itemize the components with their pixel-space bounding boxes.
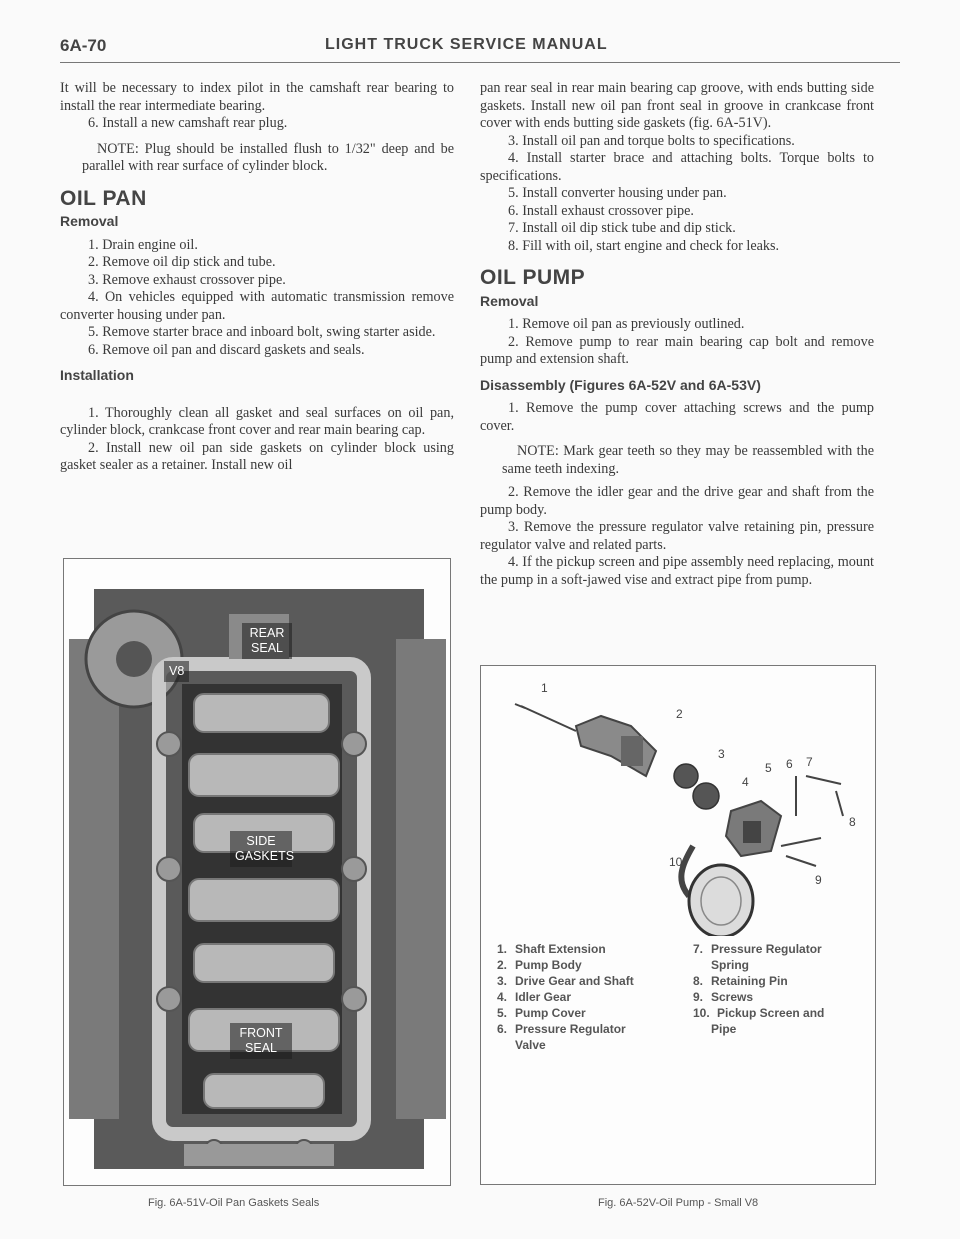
removal-step: 6. Remove oil pan and discard gaskets and seals. (88, 341, 365, 358)
callout-4: 4 (742, 775, 749, 789)
figure-51v-caption: Fig. 6A-51V-Oil Pan Gaskets Seals (148, 1197, 320, 1209)
gear-note: NOTE: Mark gear teeth so they may be reassembled with the same teeth indexing. (502, 443, 874, 477)
callout-10: 10 (669, 855, 683, 869)
figure-52v-caption: Fig. 6A-52V-Oil Pump - Small V8 (598, 1197, 759, 1209)
legend-item: 10. Pickup Screen and (693, 1006, 825, 1020)
pump-removal-step: 1. Remove oil pan as previously outlined. (508, 316, 745, 332)
left-column (60, 80, 454, 475)
install-step: 3. Install oil pan and torque bolts to specifications. (508, 132, 795, 149)
continuation-paragraph: pan rear seal in rear main bearing cap groove, with ends butting side gaskets. Install new oil pan front seal in groove in crankcase front cover with ends butting side gaskets (fig. 6A-51V). (480, 80, 874, 131)
intro-paragraph: It will be necessary to index pilot in the camshaft rear bearing to install the rear intermediate bearing. (60, 80, 454, 114)
side-gaskets-label: SIDE GASKETS (230, 831, 292, 867)
callout-5: 5 (765, 761, 772, 775)
oil-pan-heading: OIL PAN (60, 186, 147, 210)
install-step: 6. Install exhaust crossover pipe. (508, 202, 694, 219)
legend-item-continuation: Pipe (711, 1022, 737, 1036)
legend-item-continuation: Valve (515, 1038, 546, 1052)
callout-8: 8 (849, 815, 856, 829)
callout-1: 1 (541, 681, 548, 695)
pump-removal-heading: Removal (480, 292, 539, 309)
page-title: LIGHT TRUCK SERVICE MANUAL (325, 36, 608, 53)
removal-step: 2. Remove oil dip stick and tube. (88, 254, 276, 270)
callout-6: 6 (786, 757, 793, 771)
v8-label: V8 (164, 661, 189, 682)
legend-item-continuation: Spring (711, 958, 749, 972)
legend-item: 7. Pressure Regulator (693, 942, 822, 956)
page-number: 6A-70 (60, 36, 107, 55)
removal-step: 3. Remove exhaust crossover pipe. (88, 271, 286, 288)
legend-item: 9. Screws (693, 990, 754, 1004)
legend-item: 3. Drive Gear and Shaft (497, 974, 634, 988)
install-step: 4. Install starter brace and attaching bolts. Torque bolts to specifications. (480, 150, 874, 184)
removal-heading: Removal (60, 213, 119, 229)
removal-step: 1. Drain engine oil. (88, 236, 198, 253)
install-step: 8. Fill with oil, start engine and check for leaks. (508, 237, 780, 254)
callout-2: 2 (676, 707, 683, 721)
installation-step: 2. Install new oil pan side gaskets on cylinder block using gasket sealer as a retainer. Install new oil (60, 439, 454, 473)
legend-item: 8. Retaining Pin (693, 974, 788, 988)
callout-7: 7 (806, 755, 813, 769)
installation-step: 1. Thoroughly clean all gasket and seal surfaces on oil pan, cylinder block, crankcase front cover and rear main bearing cap. (60, 404, 454, 438)
removal-step: 4. On vehicles equipped with automatic transmission remove converter housing under pan. (60, 289, 454, 323)
plug-note: NOTE: Plug should be installed flush to 1/32" deep and be parallel with rear surface of cylinder block. (82, 140, 454, 174)
pump-parts-legend-left (497, 941, 634, 1053)
removal-step: 5. Remove starter brace and inboard bolt, swing starter aside. (88, 324, 436, 340)
oil-pan-gaskets-figure (63, 558, 451, 1186)
legend-item: 5. Pump Cover (497, 1006, 586, 1020)
rear-seal-label: REAR SEAL (242, 623, 292, 659)
pump-parts-legend-right (693, 941, 824, 1037)
legend-item: 2. Pump Body (497, 958, 582, 972)
legend-item: 1. Shaft Extension (497, 942, 606, 956)
disassembly-heading: Disassembly (Figures 6A-52V and 6A-53V) (480, 376, 761, 393)
pump-removal-step: 2. Remove pump to rear main bearing cap bolt and remove pump and extension shaft. (480, 333, 874, 367)
disassembly-step: 4. If the pickup screen and pipe assembly need replacing, mount the pump in a soft-jawed vise and extract pipe from pump. (480, 554, 874, 588)
install-step: 5. Install converter housing under pan. (508, 185, 727, 201)
legend-item: 4. Idler Gear (497, 990, 572, 1004)
oil-pump-heading: OIL PUMP (480, 266, 586, 289)
installation-heading: Installation (60, 367, 134, 383)
callout-9: 9 (815, 873, 822, 887)
install-step: 7. Install oil dip stick tube and dip stick. (508, 220, 736, 236)
disassembly-step: 3. Remove the pressure regulator valve retaining pin, pressure regulator valve and related parts. (480, 519, 874, 553)
oil-pump-exploded-drawing (481, 666, 875, 936)
right-column (480, 80, 874, 589)
disassembly-step: 1. Remove the pump cover attaching screws and the pump cover. (480, 400, 874, 434)
oil-pump-figure (480, 665, 876, 1185)
callout-3: 3 (718, 747, 725, 761)
legend-item: 6. Pressure Regulator (497, 1022, 626, 1036)
front-seal-label: FRONT SEAL (230, 1023, 292, 1059)
disassembly-step: 2. Remove the idler gear and the drive gear and shaft from the pump body. (480, 484, 874, 518)
header-rule (60, 62, 900, 63)
camshaft-step-6: 6. Install a new camshaft rear plug. (88, 115, 288, 131)
